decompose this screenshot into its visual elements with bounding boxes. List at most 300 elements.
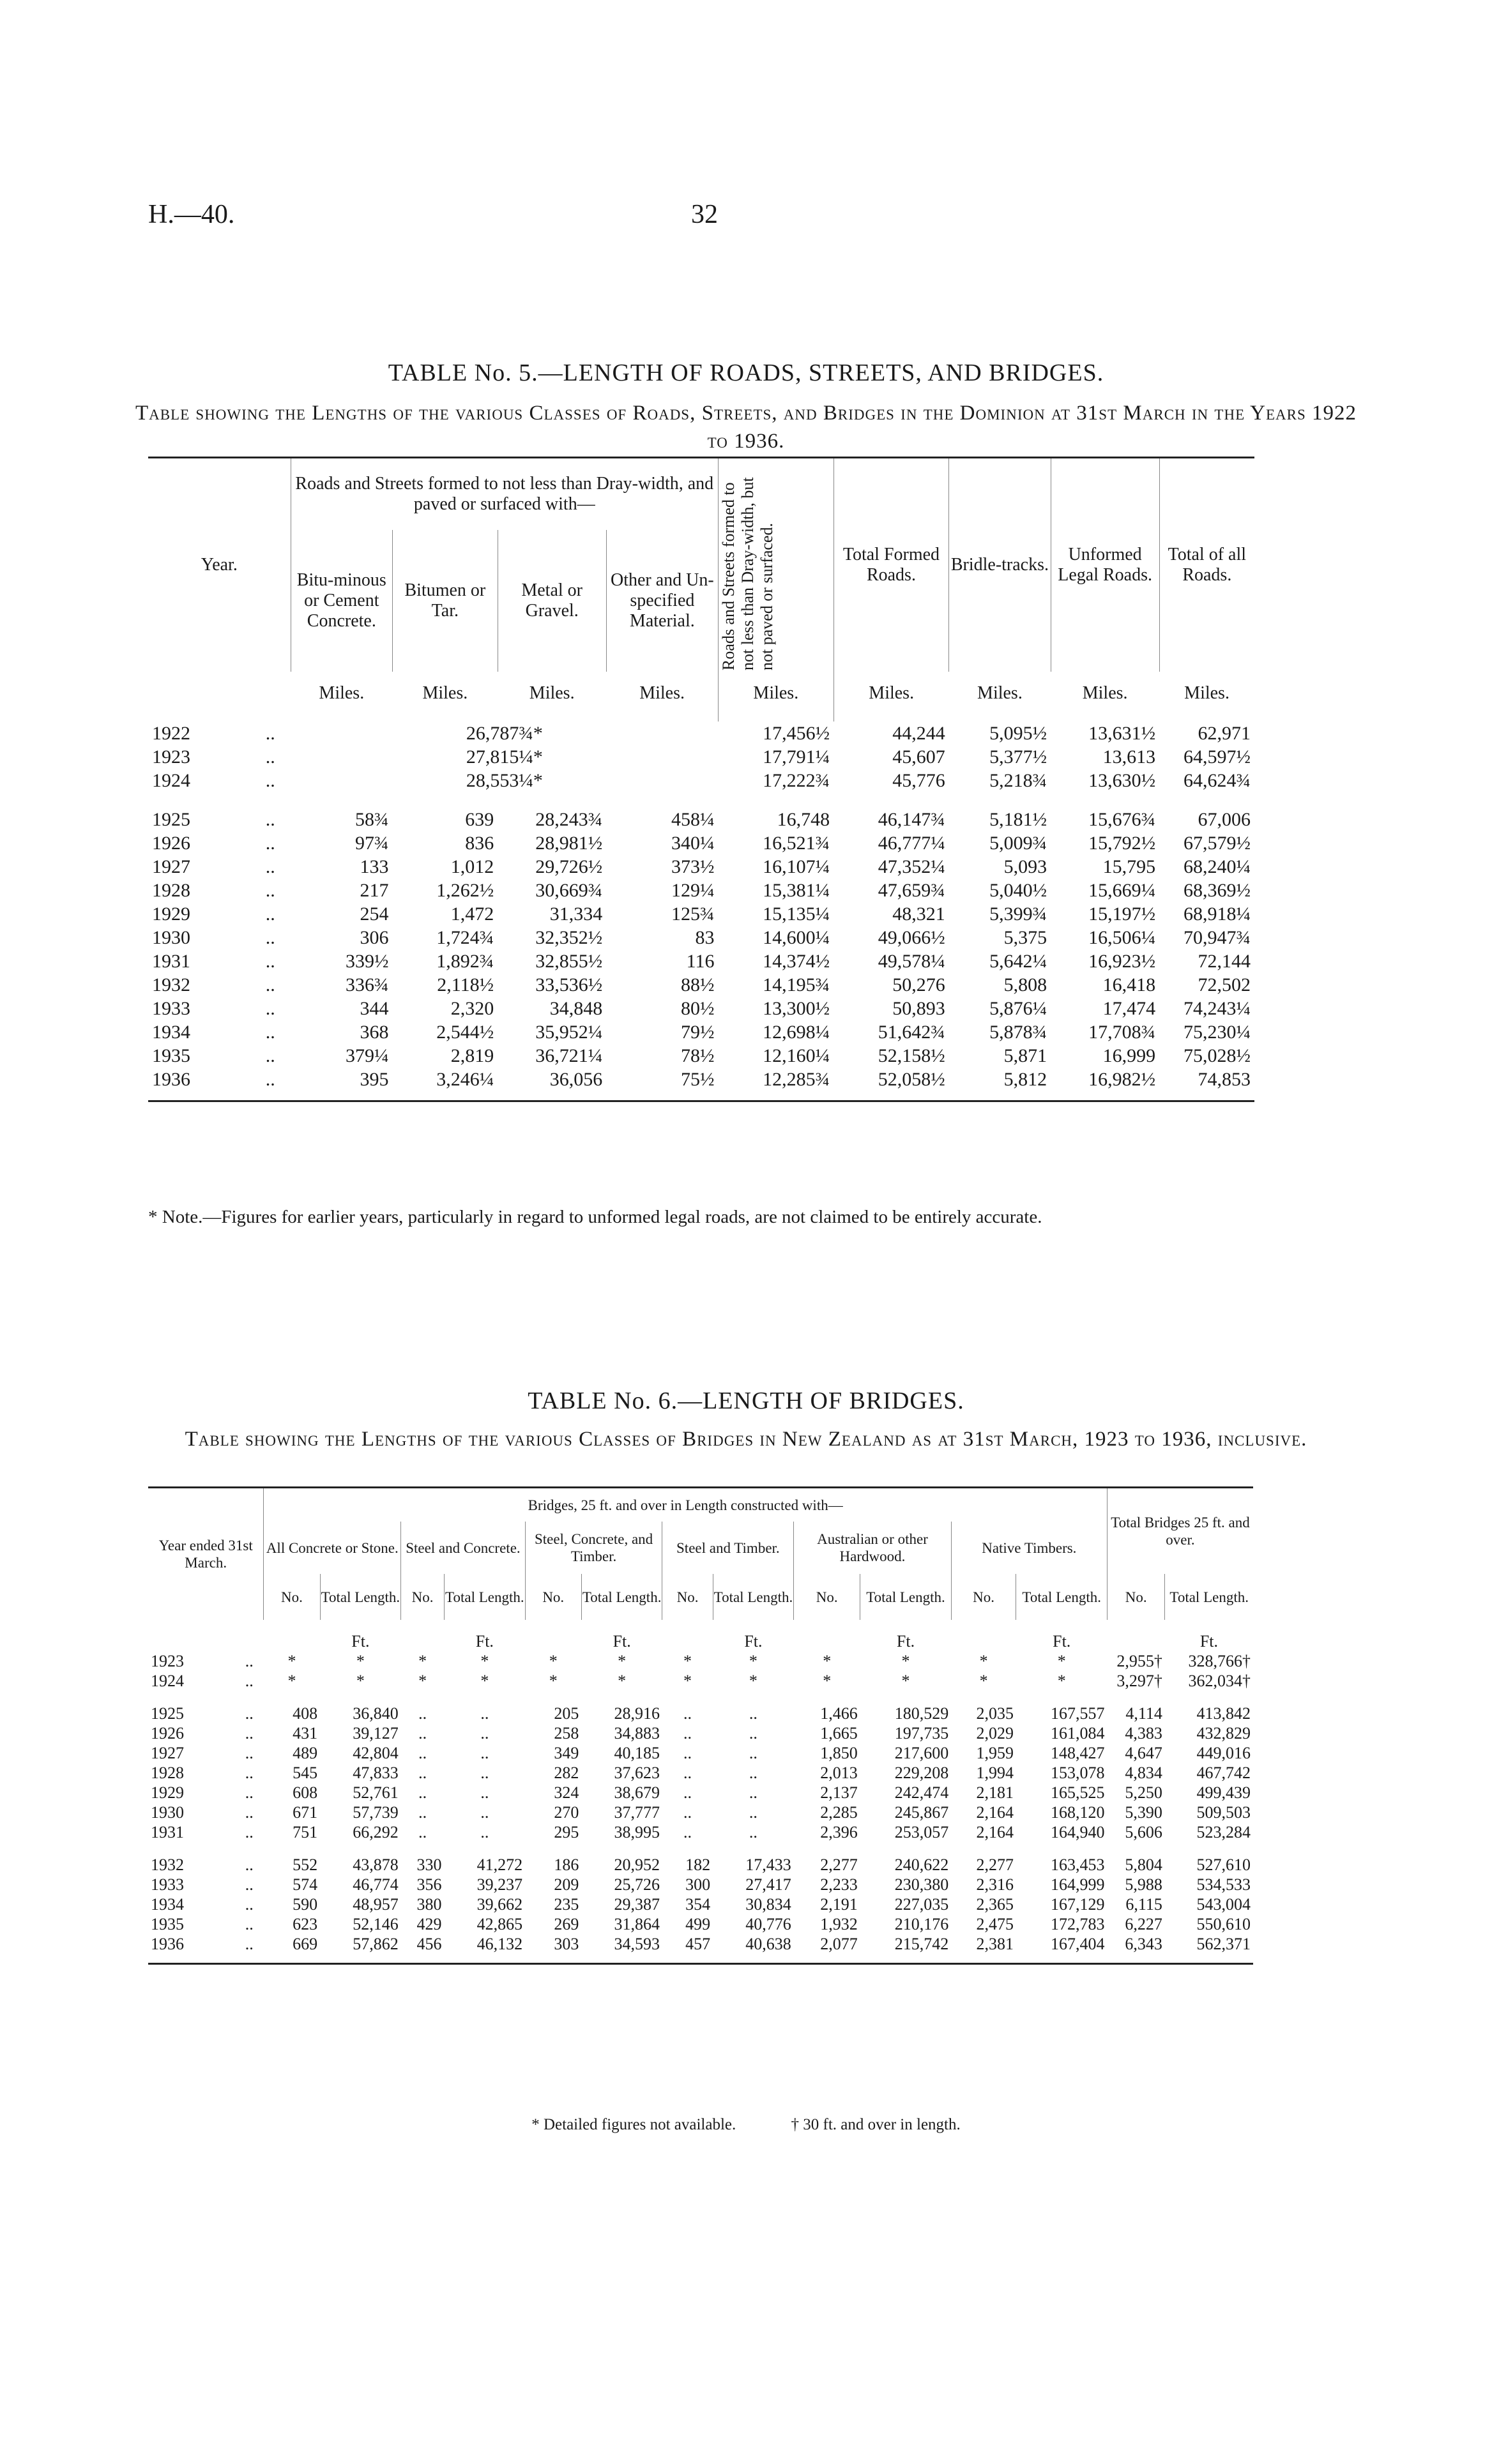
formed-cell: 46,777¼ — [878, 832, 945, 854]
sct-length-cell: 28,916 — [614, 1704, 660, 1723]
table-row — [148, 902, 1254, 926]
unformed-cell: 13,630½ — [1088, 769, 1156, 791]
col-group-paved: Roads and Streets formed to not less than Dray-width, and paved or surfaced with— — [291, 458, 718, 531]
year-cell: 1936 — [151, 1934, 184, 1953]
col-total-length: Total Length. — [860, 1574, 951, 1620]
col-total-length: Total Length. — [1016, 1574, 1107, 1620]
value-cell: 534,533 — [1196, 1875, 1251, 1894]
leader-dots: .. — [683, 1822, 692, 1841]
a_len-cell: 180,529 — [894, 1704, 949, 1723]
value-cell: 42,865 — [476, 1914, 523, 1933]
unpaved-cell: 12,698¼ — [763, 1021, 830, 1043]
bridle-cell: 5,181½ — [989, 808, 1047, 830]
a_len-cell: 253,057 — [894, 1822, 949, 1841]
leader-dots: .. — [418, 1763, 427, 1782]
t_no-cell: 4,383 — [1125, 1723, 1162, 1742]
combined-paved-cell: 27,815¼* — [466, 746, 543, 767]
table-row — [148, 1934, 1253, 1954]
unpaved-cell: 16,748 — [777, 808, 830, 830]
unit-cell: Ft. — [475, 1631, 494, 1651]
value-cell: 2,381 — [976, 1934, 1014, 1953]
bridge-col-concrete: All Concrete or Stone. — [264, 1522, 401, 1574]
metal-cell: 31,334 — [549, 903, 603, 925]
bridle-cell: 5,377½ — [989, 746, 1047, 767]
leader-dots: .. — [265, 1021, 275, 1043]
leader-dots: .. — [418, 1803, 427, 1822]
year-cell: 1936 — [152, 1068, 190, 1090]
leader-dots: .. — [480, 1704, 489, 1723]
year-cell: 1932 — [152, 974, 190, 995]
unformed-cell: 16,923½ — [1088, 950, 1156, 972]
concrete-no-cell: 489 — [293, 1743, 318, 1762]
other-cell: 75½ — [681, 1068, 715, 1090]
leader-dots: .. — [480, 1763, 489, 1782]
unformed-cell: 15,676¾ — [1088, 808, 1156, 830]
year-cell: 1930 — [152, 926, 190, 948]
year-cell: 1923 — [152, 746, 190, 767]
table-row — [148, 1704, 1253, 1723]
total-cell: 72,502 — [1198, 974, 1251, 995]
unpaved-cell: 15,381¼ — [763, 879, 830, 901]
sct-no-cell: 282 — [554, 1763, 579, 1782]
unpaved-cell: 12,160¼ — [763, 1045, 830, 1066]
value-cell: 527,610 — [1196, 1855, 1251, 1874]
document-reference: H.—40. — [148, 200, 235, 229]
sct-length-cell: 38,995 — [614, 1822, 660, 1841]
table-row — [148, 949, 1254, 973]
leader-dots: .. — [418, 1783, 427, 1802]
value-cell: 34,593 — [614, 1934, 660, 1953]
table-row — [148, 1894, 1253, 1914]
value-cell: 227,035 — [894, 1894, 949, 1914]
year-cell: 1924 — [151, 1671, 184, 1690]
not-available-cell: * — [287, 1671, 296, 1690]
leader-dots: .. — [480, 1743, 489, 1762]
col-unformed: Unformed Legal Roads. — [1051, 458, 1159, 672]
concrete-length-cell: 52,761 — [353, 1783, 399, 1802]
unformed-cell: 15,795 — [1102, 856, 1156, 877]
total-cell: 68,240¼ — [1184, 856, 1251, 877]
year-cell: 1927 — [152, 856, 190, 877]
leader-dots: .. — [683, 1704, 692, 1723]
unformed-cell: 16,999 — [1102, 1045, 1156, 1066]
col-bitumen: Bitumen or Tar. — [393, 530, 498, 672]
formed-cell: 47,659¾ — [878, 879, 945, 901]
value-cell: 330 — [416, 1855, 442, 1874]
table-row — [148, 1783, 1253, 1803]
year-cell: 1933 — [152, 997, 190, 1019]
table-row — [148, 769, 1254, 792]
metal-cell: 36,721¼ — [535, 1045, 603, 1066]
bitu-cell: 395 — [360, 1068, 389, 1090]
t_no-cell: 4,647 — [1125, 1743, 1162, 1762]
unformed-cell: 16,418 — [1102, 974, 1156, 995]
not-available-cell: * — [549, 1651, 558, 1670]
metal-cell: 32,855½ — [535, 950, 603, 972]
bridge-col-native: Native Timbers. — [951, 1522, 1107, 1574]
metal-cell: 33,536½ — [535, 974, 603, 995]
leader-dots: .. — [265, 879, 275, 901]
unformed-cell: 16,982½ — [1088, 1068, 1156, 1090]
col-no: No. — [951, 1574, 1016, 1620]
total-cell: 75,028½ — [1184, 1045, 1251, 1066]
col-no: No. — [1107, 1574, 1164, 1620]
total-no-cell: 3,297† — [1116, 1671, 1162, 1690]
value-cell: 429 — [416, 1914, 442, 1933]
formed-cell: 48,321 — [892, 903, 945, 925]
total-cell: 74,853 — [1198, 1068, 1251, 1090]
leader-dots: .. — [749, 1803, 757, 1822]
formed-cell: 49,578¼ — [878, 950, 945, 972]
a_no-cell: 2,396 — [820, 1822, 858, 1841]
concrete-length-cell: 66,292 — [353, 1822, 399, 1841]
table-row — [148, 1743, 1253, 1763]
n_len-cell: 148,427 — [1050, 1743, 1105, 1762]
year-cell: 1928 — [152, 879, 190, 901]
col-bridle: Bridle-tracks. — [949, 458, 1051, 672]
t_no-cell: 5,390 — [1125, 1803, 1162, 1822]
table6-subtitle: Table showing the Lengths of the various Classes of Bridges in New Zealand as at 31st March, 1923 to 1936, inclusive. — [185, 1428, 1307, 1451]
n_no-cell: 2,164 — [976, 1803, 1014, 1822]
other-cell: 373½ — [671, 856, 715, 877]
units-row: Miles. Miles. Miles. Miles. Miles. Miles. Miles. Miles. Miles. — [148, 672, 1254, 722]
bitu-cell: 344 — [360, 997, 389, 1019]
col-no: No. — [525, 1574, 581, 1620]
t_no-cell: 4,114 — [1125, 1704, 1162, 1723]
value-cell: 590 — [293, 1894, 318, 1914]
n_len-cell: 168,120 — [1050, 1803, 1105, 1822]
table-row — [148, 1763, 1253, 1783]
table-row — [148, 926, 1254, 949]
other-cell: 80½ — [681, 997, 715, 1019]
a_len-cell: 197,735 — [894, 1723, 949, 1742]
metal-cell: 36,056 — [549, 1068, 603, 1090]
leader-dots: .. — [749, 1822, 757, 1841]
formed-cell: 52,058½ — [878, 1068, 945, 1090]
other-cell: 78½ — [681, 1045, 715, 1066]
n_len-cell: 167,557 — [1050, 1704, 1105, 1723]
leader-dots: .. — [265, 832, 275, 854]
bridge-col-steel-concrete: Steel and Concrete. — [401, 1522, 525, 1574]
total-cell: 64,624¾ — [1184, 769, 1251, 791]
leader-dots: .. — [265, 926, 275, 948]
value-cell: 2,277 — [976, 1855, 1014, 1874]
unpaved-cell: 15,135¼ — [763, 903, 830, 925]
bitumen-cell: 2,819 — [450, 1045, 494, 1066]
not-available-cell: * — [979, 1671, 988, 1690]
formed-cell: 45,607 — [892, 746, 945, 767]
not-available-cell: * — [480, 1671, 489, 1690]
value-cell: 46,132 — [476, 1934, 523, 1953]
col-bitu: Bitu-minous or Cement Concrete. — [291, 530, 392, 672]
bridge-col-total: Total Bridges 25 ft. and over. — [1107, 1488, 1253, 1575]
leader-dots: .. — [245, 1671, 254, 1690]
leader-dots: .. — [265, 903, 275, 925]
year-cell: 1926 — [151, 1723, 184, 1742]
bridle-cell: 5,375 — [1003, 926, 1047, 948]
value-cell: 300 — [685, 1875, 711, 1894]
metal-cell: 32,352½ — [535, 926, 603, 948]
table-row — [148, 1671, 1253, 1691]
not-available-cell: * — [418, 1671, 427, 1690]
t_no-cell: 5,250 — [1125, 1783, 1162, 1802]
year-cell: 1923 — [151, 1651, 184, 1670]
table-row — [148, 1068, 1254, 1091]
table-row — [148, 831, 1254, 855]
a_no-cell: 1,665 — [820, 1723, 858, 1742]
bridle-cell: 5,808 — [1003, 974, 1047, 995]
bitumen-cell: 1,472 — [450, 903, 494, 925]
value-cell: 167,129 — [1050, 1894, 1105, 1914]
formed-cell: 50,276 — [892, 974, 945, 995]
year-cell: 1926 — [152, 832, 190, 854]
unformed-cell: 16,506¼ — [1088, 926, 1156, 948]
leader-dots: .. — [265, 746, 275, 767]
table6-footnotes — [0, 2116, 1492, 2134]
unpaved-cell: 14,195¾ — [763, 974, 830, 995]
table-row — [148, 1723, 1253, 1743]
leader-dots: .. — [480, 1803, 489, 1822]
table-row — [148, 879, 1254, 902]
bitu-cell: 379¼ — [346, 1045, 389, 1066]
bridle-cell: 5,399¾ — [989, 903, 1047, 925]
table-row — [148, 1044, 1254, 1068]
a_no-cell: 2,285 — [820, 1803, 858, 1822]
bitu-cell: 339½ — [346, 950, 389, 972]
year-cell: 1933 — [151, 1875, 184, 1894]
formed-cell: 44,244 — [892, 722, 945, 744]
value-cell: 40,638 — [745, 1934, 791, 1953]
sct-length-cell: 34,883 — [614, 1723, 660, 1742]
footnote-dagger: † 30 ft. and over in length. — [791, 2116, 961, 2133]
value-cell: 2,365 — [976, 1894, 1014, 1914]
page-number: 32 — [691, 200, 718, 229]
col-formed: Total Formed Roads. — [834, 458, 949, 672]
col-total-length: Total Length. — [581, 1574, 662, 1620]
metal-cell: 35,952¼ — [535, 1021, 603, 1043]
a_len-cell: 242,474 — [894, 1783, 949, 1802]
value-cell: 172,783 — [1050, 1914, 1105, 1933]
value-cell: 303 — [554, 1934, 579, 1953]
bridle-cell: 5,876¼ — [989, 997, 1047, 1019]
not-available-cell: * — [287, 1651, 296, 1670]
leader-dots: .. — [749, 1743, 757, 1762]
year-cell: 1925 — [152, 808, 190, 830]
unformed-cell: 17,474 — [1102, 997, 1156, 1019]
not-available-cell: * — [901, 1671, 910, 1690]
metal-cell: 30,669¾ — [535, 879, 603, 901]
unformed-cell: 17,708¾ — [1088, 1021, 1156, 1043]
other-cell: 129¼ — [671, 879, 715, 901]
col-no: No. — [264, 1574, 320, 1620]
value-cell: 39,237 — [476, 1875, 523, 1894]
other-cell: 88½ — [681, 974, 715, 995]
n_len-cell: 165,525 — [1050, 1783, 1105, 1802]
n_len-cell: 153,078 — [1050, 1763, 1105, 1782]
bridge-col-australian: Australian or other Hardwood. — [794, 1522, 951, 1574]
bitumen-cell: 836 — [465, 832, 494, 854]
not-available-cell: * — [618, 1651, 627, 1670]
roads-table — [148, 457, 1254, 1102]
leader-dots: .. — [480, 1783, 489, 1802]
formed-cell: 50,893 — [892, 997, 945, 1019]
value-cell: 46,774 — [353, 1875, 399, 1894]
col-no: No. — [662, 1574, 713, 1620]
bitumen-cell: 639 — [465, 808, 494, 830]
total-cell: 64,597½ — [1184, 746, 1251, 767]
leader-dots: .. — [245, 1704, 254, 1723]
value-cell: 2,475 — [976, 1914, 1014, 1933]
leader-dots: .. — [245, 1651, 254, 1670]
bitu-cell: 306 — [360, 926, 389, 948]
concrete-no-cell: 408 — [293, 1704, 318, 1723]
not-available-cell: * — [683, 1651, 692, 1670]
value-cell: 1,932 — [820, 1914, 858, 1933]
bridge-col-steel-timber: Steel and Timber. — [662, 1522, 794, 1574]
value-cell: 552 — [293, 1855, 318, 1874]
bridge-col-steel-concrete-timber: Steel, Concrete, and Timber. — [525, 1522, 662, 1574]
table-row — [148, 1914, 1253, 1934]
leader-dots: .. — [418, 1822, 427, 1841]
leader-dots: .. — [265, 1068, 275, 1090]
value-cell: 43,878 — [353, 1855, 399, 1874]
value-cell: 186 — [554, 1855, 579, 1874]
leader-dots: .. — [265, 856, 275, 877]
leader-dots: .. — [265, 1045, 275, 1066]
table-row — [148, 722, 1254, 745]
value-cell: 356 — [416, 1875, 442, 1894]
col-other: Other and Un-specified Material. — [606, 530, 718, 672]
concrete-length-cell: 47,833 — [353, 1763, 399, 1782]
year-cell: 1931 — [151, 1822, 184, 1841]
concrete-no-cell: 545 — [293, 1763, 318, 1782]
bridge-col-group: Bridges, 25 ft. and over in Length constructed with— — [264, 1488, 1108, 1522]
other-cell: 458¼ — [671, 808, 715, 830]
bridle-cell: 5,812 — [1003, 1068, 1047, 1090]
concrete-no-cell: 751 — [293, 1822, 318, 1841]
table5-note: * Note.—Figures for earlier years, particularly in regard to unformed legal roads, are not claimed to be entirely accurate. — [148, 1207, 1042, 1227]
table-row — [148, 1020, 1254, 1044]
value-cell: 2,077 — [820, 1934, 858, 1953]
not-available-cell: * — [618, 1671, 627, 1690]
combined-paved-cell: 26,787¾* — [466, 722, 543, 744]
leader-dots: .. — [683, 1763, 692, 1782]
total-cell: 75,230¼ — [1184, 1021, 1251, 1043]
year-cell: 1929 — [152, 903, 190, 925]
total-cell: 70,947¾ — [1184, 926, 1251, 948]
not-available-cell: * — [901, 1651, 910, 1670]
t_len-cell: 449,016 — [1196, 1743, 1251, 1762]
not-available-cell: * — [480, 1651, 489, 1670]
value-cell: 31,864 — [614, 1914, 660, 1933]
t_len-cell: 413,842 — [1196, 1704, 1251, 1723]
year-cell: 1935 — [151, 1914, 184, 1933]
value-cell: 30,834 — [745, 1894, 791, 1914]
n_no-cell: 2,029 — [976, 1723, 1014, 1742]
year-cell: 1925 — [151, 1704, 184, 1723]
sct-no-cell: 258 — [554, 1723, 579, 1742]
a_no-cell: 2,013 — [820, 1763, 858, 1782]
table-row — [148, 1855, 1253, 1875]
leader-dots: .. — [245, 1763, 254, 1782]
formed-cell: 46,147¾ — [878, 808, 945, 830]
value-cell: 6,343 — [1125, 1934, 1162, 1953]
not-available-cell: * — [1057, 1651, 1066, 1670]
table-row — [148, 855, 1254, 879]
unpaved-cell: 16,107¼ — [763, 856, 830, 877]
value-cell: 40,776 — [745, 1914, 791, 1933]
table-row — [148, 1651, 1253, 1671]
bridle-cell: 5,009¾ — [989, 832, 1047, 854]
col-total-length: Total Length. — [1165, 1574, 1253, 1620]
leader-dots: .. — [480, 1822, 489, 1841]
bridle-cell: 5,871 — [1003, 1045, 1047, 1066]
unformed-cell: 15,669¼ — [1088, 879, 1156, 901]
not-available-cell: * — [549, 1671, 558, 1690]
t_len-cell: 432,829 — [1196, 1723, 1251, 1742]
value-cell: 210,176 — [894, 1914, 949, 1933]
leader-dots: .. — [265, 769, 275, 791]
not-available-cell: * — [418, 1651, 427, 1670]
total-cell: 74,243¼ — [1184, 997, 1251, 1019]
unit-cell: Ft. — [351, 1631, 370, 1651]
table-row — [148, 808, 1254, 831]
value-cell: 2,316 — [976, 1875, 1014, 1894]
unpaved-cell: 16,521¾ — [763, 832, 830, 854]
value-cell: 5,804 — [1125, 1855, 1162, 1874]
bitumen-cell: 1,012 — [450, 856, 494, 877]
bitu-cell: 336¾ — [346, 974, 389, 995]
leader-dots: .. — [245, 1914, 254, 1933]
leader-dots: .. — [245, 1803, 254, 1822]
metal-cell: 28,981½ — [535, 832, 603, 854]
table-row — [148, 973, 1254, 997]
leader-dots: .. — [245, 1855, 254, 1874]
leader-dots: .. — [749, 1763, 757, 1782]
unformed-cell: 15,197½ — [1088, 903, 1156, 925]
table-row — [148, 1822, 1253, 1842]
unit-cell: Ft. — [1199, 1631, 1219, 1651]
unformed-cell: 13,613 — [1102, 746, 1156, 767]
value-cell: 669 — [293, 1934, 318, 1953]
formed-cell: 47,352¼ — [878, 856, 945, 877]
bridges-table — [148, 1486, 1253, 1965]
total-cell: 72,144 — [1198, 950, 1251, 972]
value-cell: 235 — [554, 1894, 579, 1914]
value-cell: 6,115 — [1125, 1894, 1162, 1914]
total-cell: 67,006 — [1198, 808, 1251, 830]
col-total-length: Total Length. — [320, 1574, 401, 1620]
sct-no-cell: 295 — [554, 1822, 579, 1841]
n_no-cell: 1,959 — [976, 1743, 1014, 1762]
value-cell: 354 — [685, 1894, 711, 1914]
leader-dots: .. — [683, 1803, 692, 1822]
leader-dots: .. — [749, 1783, 757, 1802]
value-cell: 457 — [685, 1934, 711, 1953]
value-cell: 6,227 — [1125, 1914, 1162, 1933]
sct-length-cell: 37,777 — [614, 1803, 660, 1822]
table-row — [148, 1875, 1253, 1894]
sct-no-cell: 205 — [554, 1704, 579, 1723]
leader-dots: .. — [749, 1704, 757, 1723]
formed-cell: 51,642¾ — [878, 1021, 945, 1043]
n_len-cell: 164,940 — [1050, 1822, 1105, 1841]
bitu-cell: 58¾ — [355, 808, 389, 830]
metal-cell: 34,848 — [549, 997, 603, 1019]
concrete-length-cell: 57,739 — [353, 1803, 399, 1822]
unpaved-cell: 14,600¼ — [763, 926, 830, 948]
bitumen-cell: 1,262½ — [436, 879, 494, 901]
